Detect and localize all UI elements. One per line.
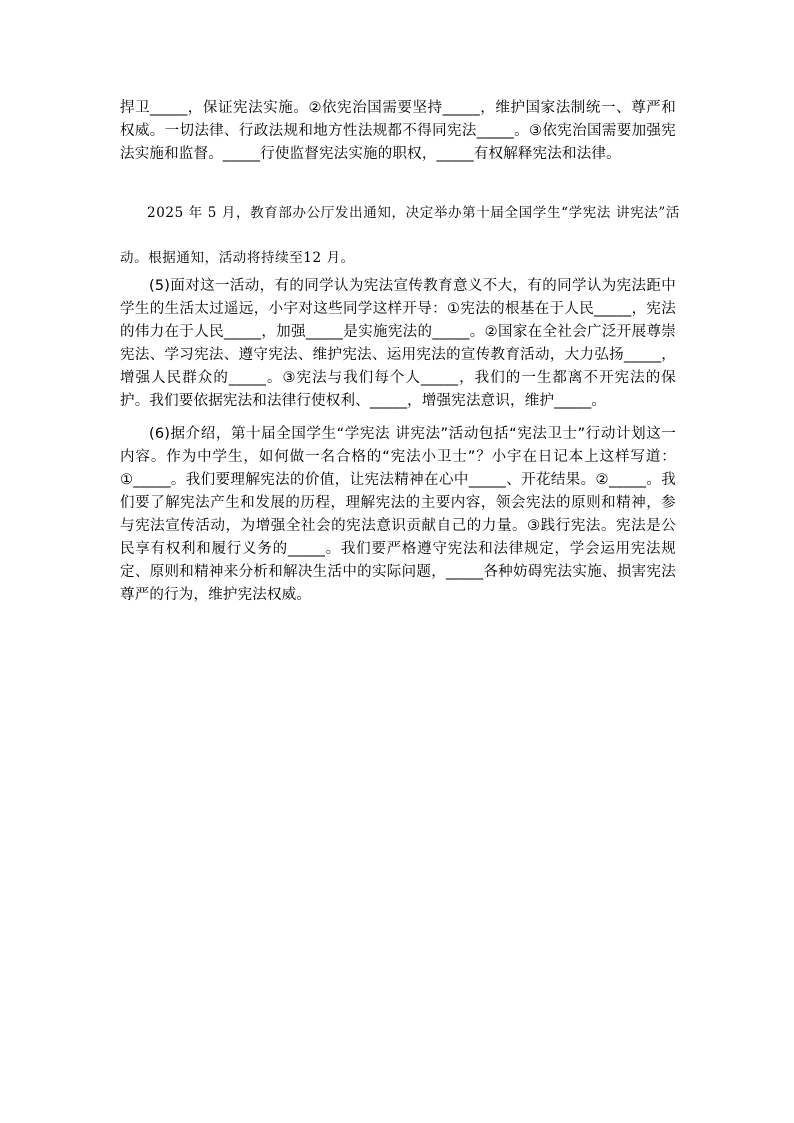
question-6-paragraph: (6)据介绍，第十届全国学生“学宪法 讲宪法”活动包括“宪法卫士”行动计划这一内容。作为中学生，如何做一名合格的“宪法小卫士”？小宇在日记本上这样写道：①_____。我们要理解宪法的价值，让宪法精神在心中_____、开花结果。②_____。我们要了解宪法产生和发展的历程，理解宪法的主要内容，领会宪法的原则和精神，参与宪法宣传活动，为增强全社会的宪法意识贡献自己的力量。③践行宪法。宪法是公民享有权利和履行义务的_____。我们要严格遵守宪法和法律规定，学会运用宪法规定、原则和精神来分析和解决生活中的实际问题，_____各种妨碍宪法实施、损害宪法尊严的行为，维护宪法权威。 <box>120 426 676 603</box>
notice-paragraph: 2025 年 5 月，教育部办公厅发出通知，决定举办第十届全国学生“学宪法 讲宪法”活动。根据通知，活动将持续至12 月。 <box>120 205 680 266</box>
paragraph-continuation: 捍卫_____，保证宪法实施。②依宪治国需要坚持_____，维护国家法制统一、尊严和权威。一切法律、行政法规和地方性法规都不得同宪法_____。③依宪治国需要加强宪法实施和监督。_____行使监督宪法实施的职权，_____有权解释宪法和法律。 <box>120 100 676 162</box>
question-5-paragraph: (5)面对这一活动，有的同学认为宪法宣传教育意义不大，有的同学认为宪法距中学生的生活太过遥远，小宇对这些同学这样开导：①宪法的根基在于人民_____，宪法的伟力在于人民_____，加强_____是实施宪法的_____。②国家在全社会广泛开展尊崇宪法、学习宪法、遵守宪法、维护宪法、运用宪法的宣传教育活动，大力弘扬_____，增强人民群众的_____。③宪法与我们每个人_____，我们的一生都离不开宪法的保护。我们要依据宪法和法律行使权利、_____，增强宪法意识，维护_____。 <box>120 278 676 409</box>
